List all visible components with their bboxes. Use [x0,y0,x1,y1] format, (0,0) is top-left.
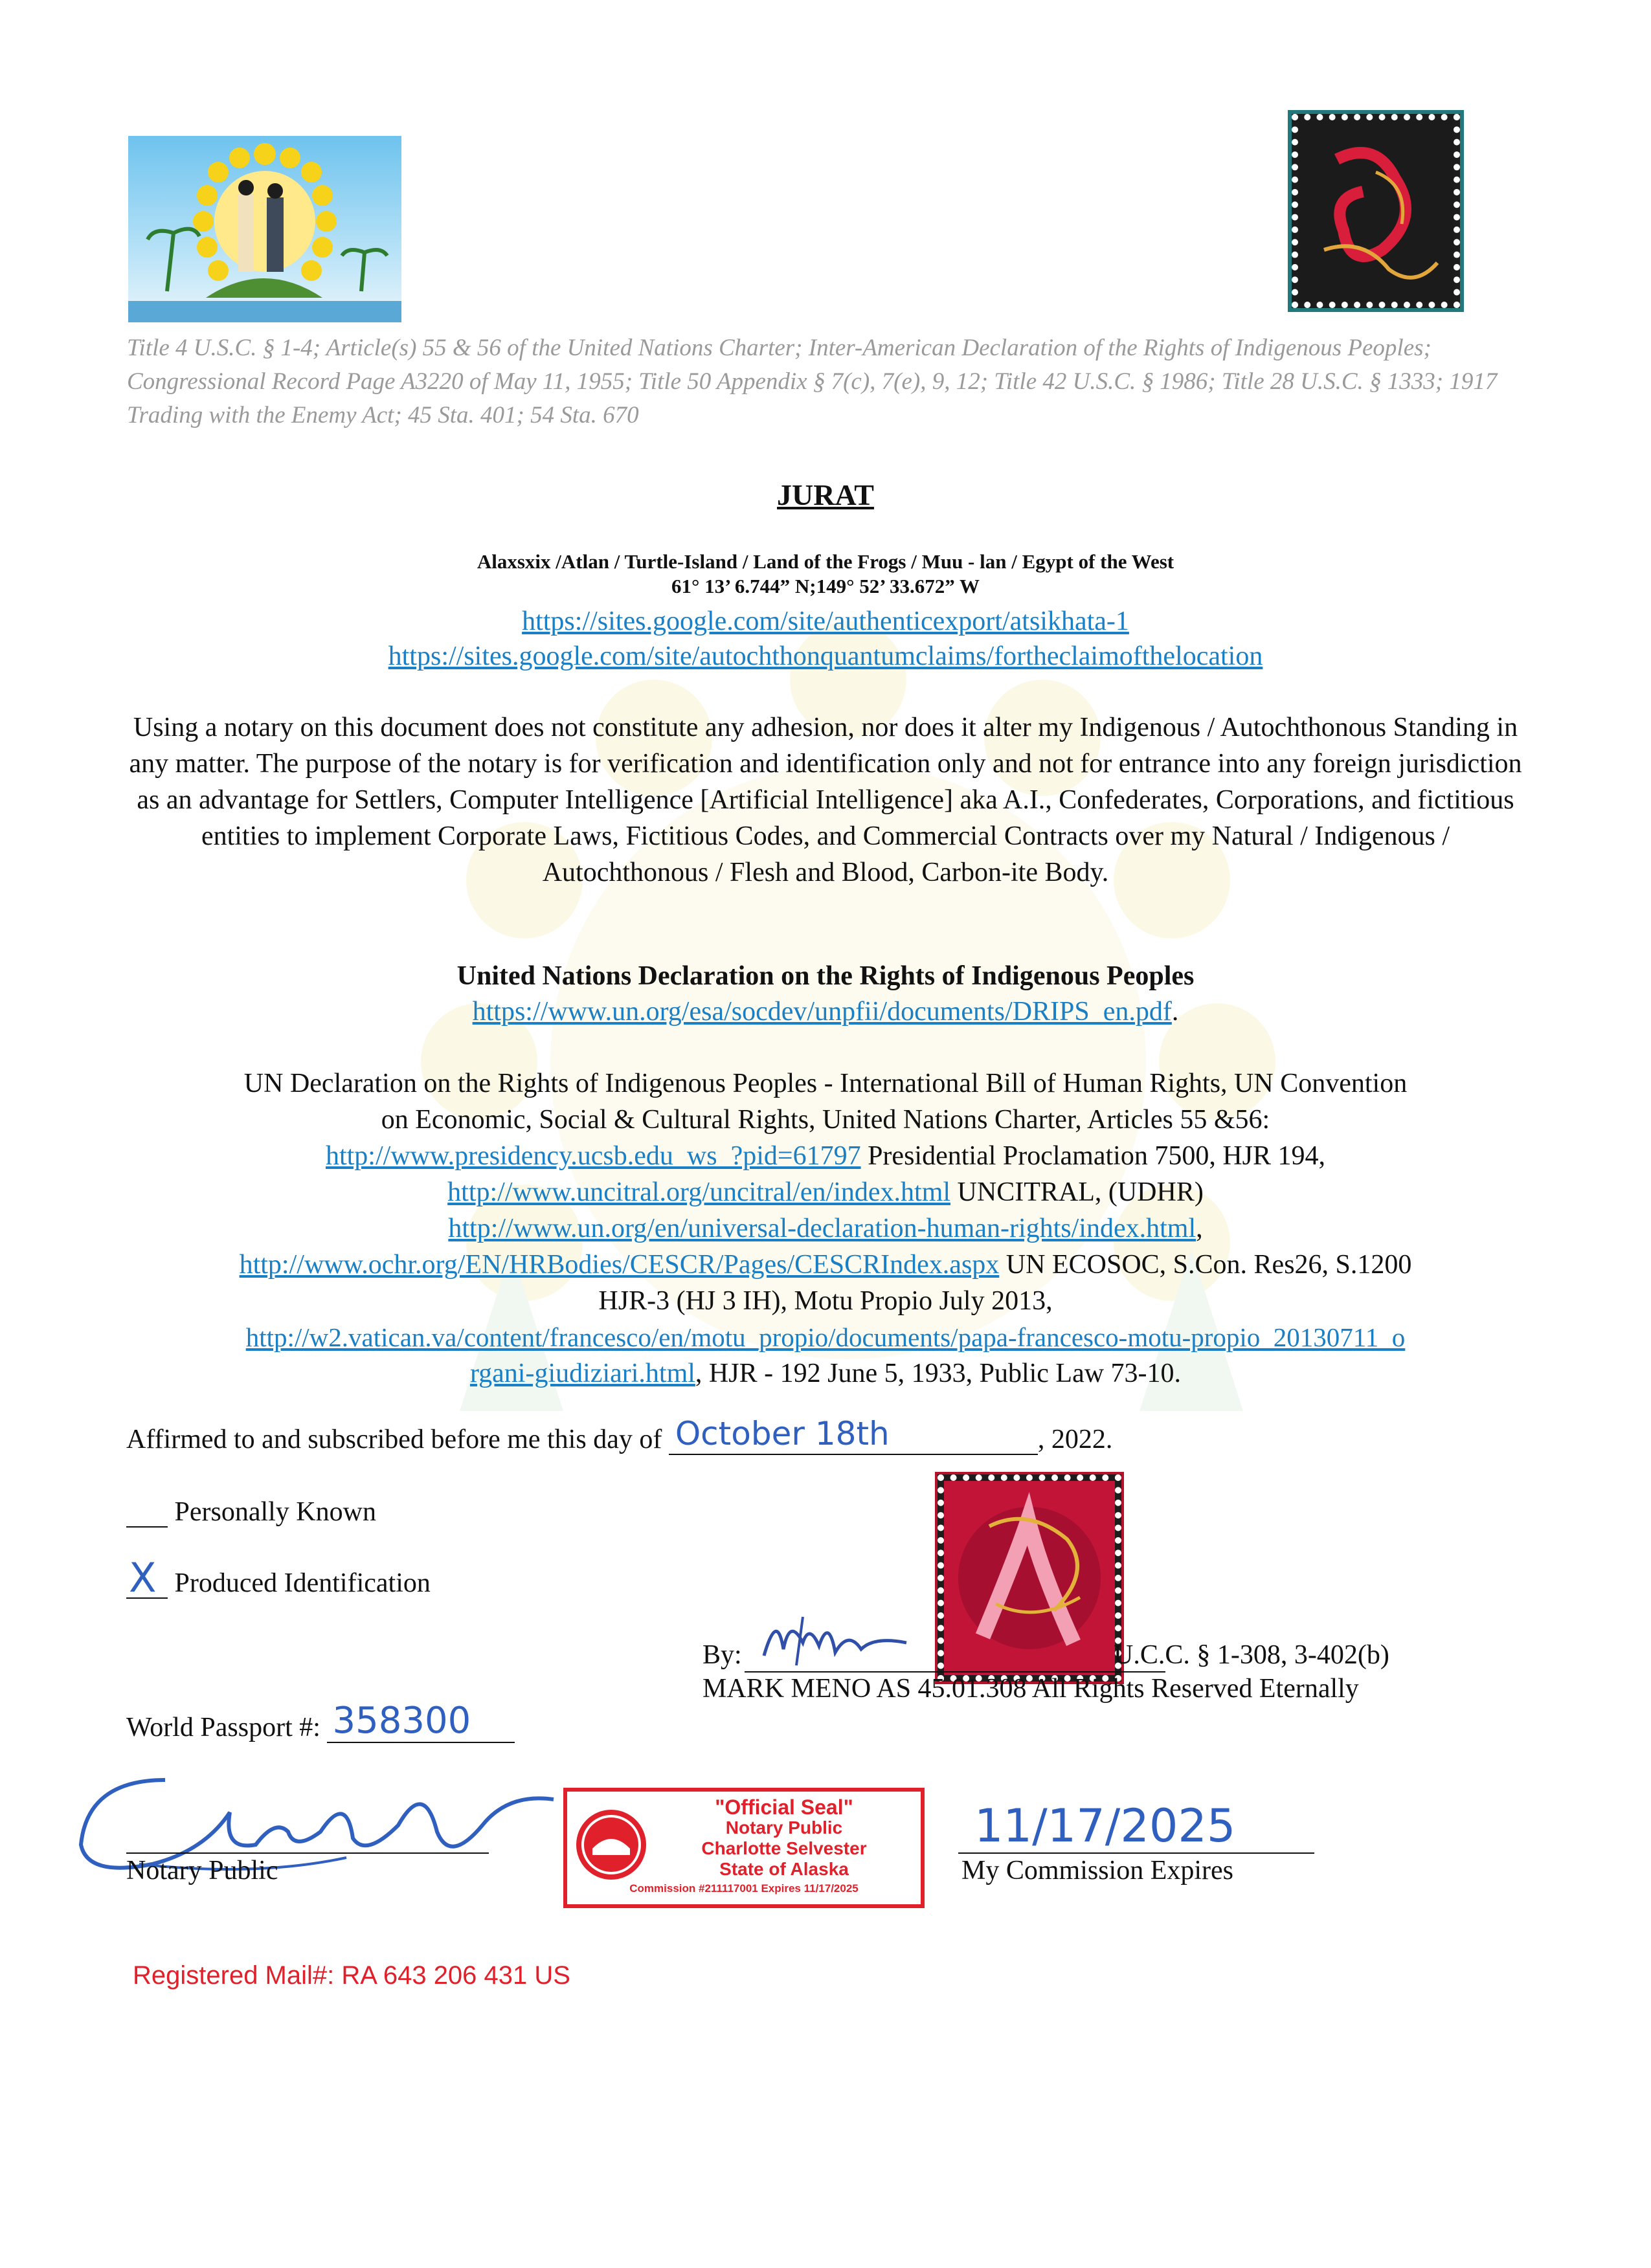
refs-line-7: HJR-3 (HJ 3 IH), Motu Propio July 2013, [598,1286,1053,1316]
ref-text-1: Presidential Proclamation 7500, HJR 194, [860,1141,1326,1171]
location-line-1: Alaxsxix /Atlan / Turtle-Island / Land of the Frogs / Muu - lan / Egypt of the West [477,550,1174,573]
by-signature-line [745,1671,1165,1673]
postage-stamp-icon [1292,114,1460,308]
passport-field[interactable] [327,1700,515,1743]
legal-citation: Title 4 U.S.C. § 1-4; Article(s) 55 & 56 of the United Nations Charter; Inter-American Declaration of the Rights of Indigenous Peoples; Congressional Record Page A3220 of May 11, 1955; Title 50 Appendix § 7(c), 7(e), 9, 12; Title 42 U.S.C. § 1986; Title 28 U.S.C. § 1333; 1917 Trading with the Enemy Act; 45 Sta. 401; 54 Sta. 670 [127,335,1498,428]
produced-id-label: Produced Identification [174,1568,431,1598]
seal-line-2: Notary Public [725,1818,843,1838]
affirmed-prefix: Affirmed to and subscribed before me this day of [126,1425,662,1454]
location-line-2: 61° 13’ 6.744” N;149° 52’ 33.672” W [671,575,980,597]
refs-line-5 [0,1210,1651,1247]
undrip-heading: United Nations Declaration on the Rights of Indigenous Peoples [456,961,1195,991]
ref-text-5: , HJR - 192 June 5, 1933, Public Law 73-10. [695,1359,1182,1388]
by-name: MARK MENO AS 45.01.308 All Rights Reserved Eternally [702,1674,1359,1704]
ref-text-2: UNCITRAL, (UDHR) [950,1177,1204,1207]
personally-known-label: Personally Known [174,1497,376,1527]
postage-stamp-icon [938,1474,1121,1682]
registered-mail: Registered Mail#: RA 643 206 431 US [133,1961,570,1990]
ref-link-ochr[interactable]: http://www.ochr.org/EN/HRBodies/CESCR/Pages/CESCRIndex.aspx [239,1250,1000,1280]
passport-handwritten: 358300 [332,1700,471,1742]
undrip-url-suffix: . [1171,997,1179,1027]
refs-line-6 [0,1247,1651,1283]
location-url-2-row [0,641,1651,672]
flag-logo-icon [128,136,401,322]
commission-label: My Commission Expires [961,1856,1234,1885]
personally-known-checkbox[interactable] [126,1500,168,1528]
refs-line-4 [0,1174,1651,1210]
undrip-url-row [0,994,1651,1030]
ref-text-3: , [1196,1214,1203,1243]
location-url-2[interactable]: https://sites.google.com/site/autochthonquantumclaims/fortheclaimofthelocation [388,641,1263,671]
ref-link-vatican-b[interactable]: rgani-giudiziari.html [469,1359,695,1388]
personally-known-row [126,1496,376,1528]
ref-link-vatican-a[interactable]: http://w2.vatican.va/content/francesco/en/motu_propio/documents/papa-francesco-motu-propio_20130711_o [245,1322,1406,1352]
ref-link-udhr[interactable]: http://www.un.org/en/universal-declaration-human-rights/index.html [448,1214,1196,1243]
refs-line-3 [0,1138,1651,1174]
refs-line-8 [0,1319,1651,1355]
produced-id-row [126,1554,431,1601]
ref-text-4: UN ECOSOC, S.Con. Res26, S.1200 [999,1250,1412,1280]
location-url-1-row [0,606,1651,637]
refs-line-9 [0,1355,1651,1392]
seal-emblem-icon [576,1810,646,1880]
signature-mark-meno [758,1604,913,1678]
seal-line-3: Charlotte Selvester [701,1838,867,1858]
by-suffix: U.C.C. § 1-308, 3-402(b) [1114,1640,1389,1670]
notary-signature-line [126,1852,489,1854]
refs-line-1: UN Declaration on the Rights of Indigenous Peoples - International Bill of Human Rights, UN Convention [243,1069,1408,1098]
affirmed-date-handwritten: October 18th [675,1415,890,1452]
seal-line-5: Commission #211117001 Expires 11/17/2025 [629,1882,859,1895]
location-url-1[interactable]: https://sites.google.com/site/authenticexport/atsikhata-1 [522,606,1129,636]
commission-line [958,1852,1314,1854]
notary-label: Notary Public [126,1856,278,1885]
affirmed-line [126,1415,1113,1455]
passport-row [126,1700,515,1743]
undrip-url[interactable]: https://www.un.org/esa/socdev/unpfii/documents/DRIPS_en.pdf [472,997,1172,1027]
produced-id-checkbox[interactable] [126,1554,168,1601]
affirmed-date-field[interactable] [669,1415,1038,1455]
seal-line-4: State of Alaska [719,1859,849,1879]
commission-handwritten: 11/17/2025 [974,1799,1236,1852]
affirmed-year: , 2022. [1037,1425,1113,1454]
page-title: JURAT [777,478,874,511]
official-seal [563,1788,925,1908]
passport-label: World Passport #: [126,1713,320,1742]
refs-line-2: on Economic, Social & Cultural Rights, United Nations Charter, Articles 55 &56: [381,1105,1270,1135]
seal-line-1: "Official Seal" [715,1796,853,1819]
ref-link-uncitral[interactable]: http://www.uncitral.org/uncitral/en/index.html [447,1177,951,1207]
by-label: By: [702,1640,742,1670]
ref-link-presidency[interactable]: http://www.presidency.ucsb.edu_ws_?pid=61797 [325,1141,861,1171]
notary-statement: Using a notary on this document does not constitute any adhesion, nor does it alter my Indigenous / Autochthonous Standing in any matter. The purpose of the notary is for verification and identification only and not for entrance into any foreign jurisdiction as an advantage for Settlers, Computer Intelligence [Artificial Intelligence] aka A.I., Confederates, Corporations, and fictitious entities to implement Corporate Laws, Fictitious Codes, and Commercial Contracts over my Natural / Indigenous / Autochthonous / Flesh and Blood, Carbon-ite Body. [129,713,1522,887]
produced-id-mark: X [129,1554,157,1601]
